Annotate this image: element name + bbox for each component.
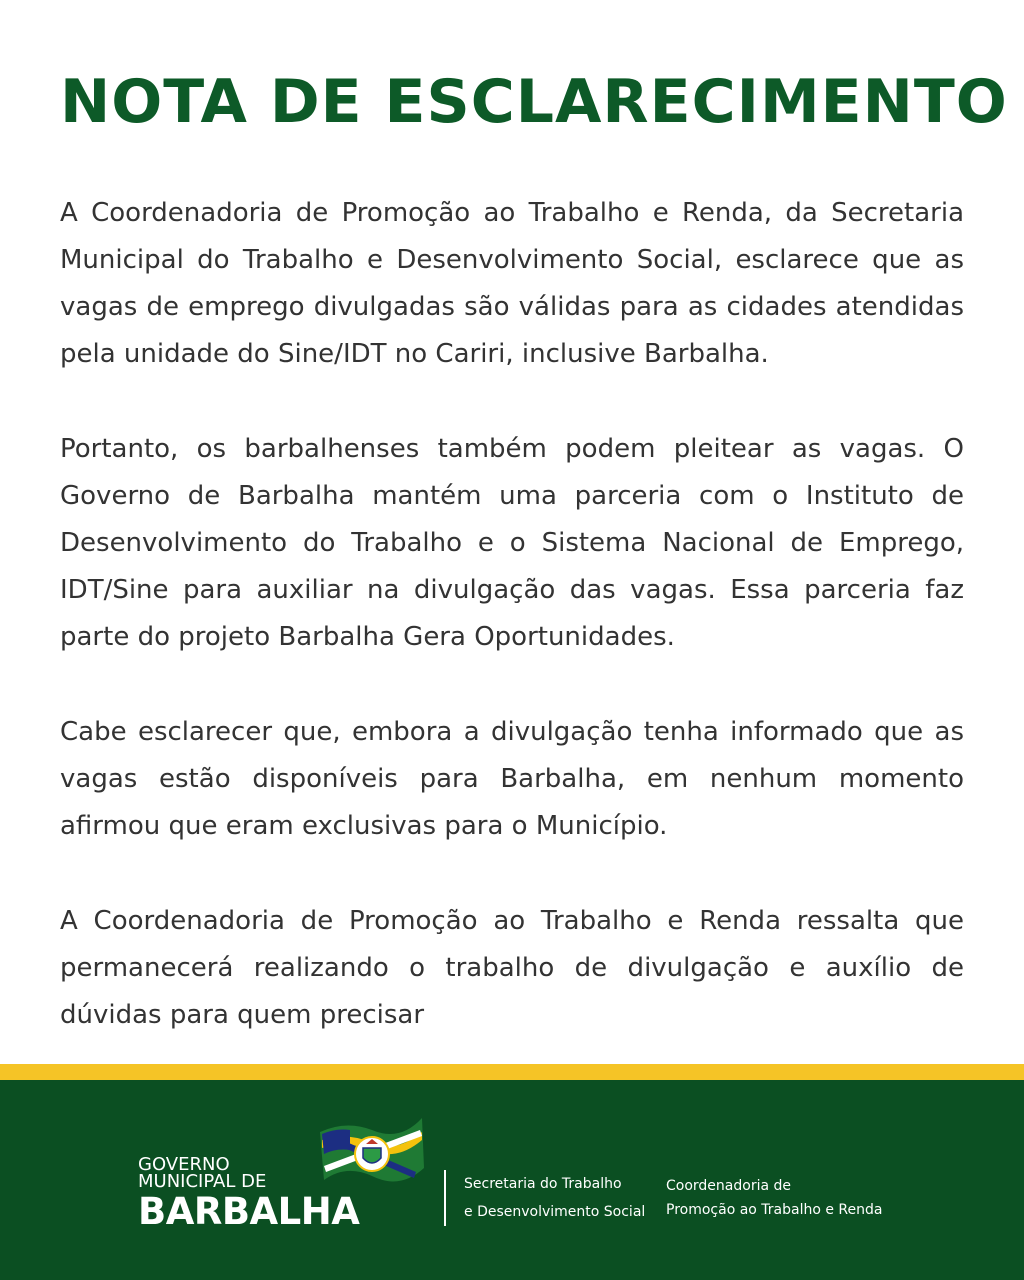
paragraph: Cabe esclarecer que, embora a divulgação tenha informado que as vagas estão disponíveis para Barbalha, em nenhum momento afirmou que eram exclusivas para o Município. bbox=[60, 717, 964, 841]
coordenadoria-label bbox=[666, 1174, 883, 1222]
logo-line-barbalha: BARBALHA bbox=[138, 1190, 360, 1233]
paragraph: A Coordenadoria de Promoção ao Trabalho e Renda, da Secretaria Municipal do Trabalho e Desenvolvimento Social, esclarece que as vagas de emprego divulgadas são válidas para as cidades atendidas pela unidade do Sine/IDT no Cariri, inclusive Barbalha. bbox=[60, 198, 964, 369]
paragraph: Portanto, os barbalhenses também podem pleitear as vagas. O Governo de Barbalha mantém uma parceria com o Instituto de Desenvolvimento do Trabalho e o Sistema Nacional de Emprego, IDT/Sine para auxiliar na divulgação das vagas. Essa parceria faz parte do projeto Barbalha Gera Oportunidades. bbox=[60, 434, 964, 652]
footer-divider bbox=[444, 1170, 446, 1226]
page-title: NOTA DE ESCLARECIMENTO bbox=[60, 67, 1008, 137]
secretaria-line-1: Secretaria do Trabalho bbox=[464, 1176, 622, 1192]
secretaria-line-2: e Desenvolvimento Social bbox=[464, 1204, 646, 1220]
footer-accent-stripe bbox=[0, 1064, 1024, 1080]
coordenadoria-line-2: Promoção ao Trabalho e Renda bbox=[666, 1202, 883, 1218]
logo-line-governo: GOVERNO bbox=[138, 1154, 230, 1175]
barbalha-flag-icon bbox=[316, 1110, 428, 1200]
secretaria-label bbox=[464, 1170, 645, 1226]
logo-line-municipal: MUNICIPAL DE bbox=[138, 1171, 267, 1192]
footer bbox=[0, 1080, 1024, 1280]
coordenadoria-line-1: Coordenadoria de bbox=[666, 1178, 791, 1194]
paragraph: A Coordenadoria de Promoção ao Trabalho e Renda ressalta que permanecerá realizando o trabalho de divulgação e auxílio de dúvidas para quem precisar bbox=[60, 906, 964, 1030]
note-body bbox=[60, 190, 964, 1087]
